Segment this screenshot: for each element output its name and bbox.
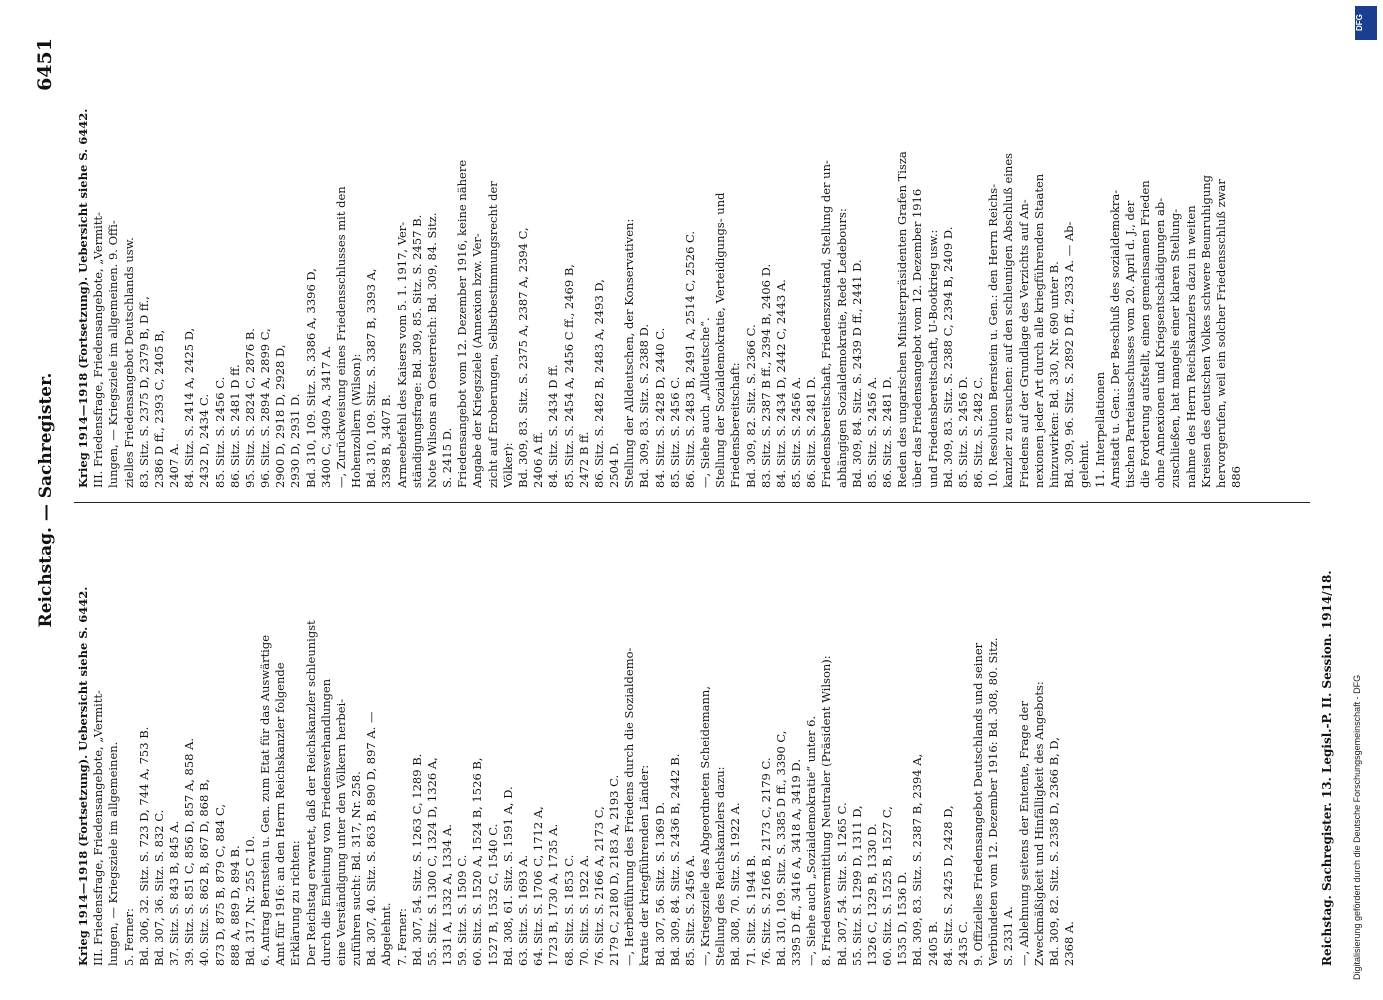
text-line: Bd. 309, 96. Sitz. S. 2892 D ff., 2933 A. — Ab- [1062,221,1077,488]
text-line: Bd. 310, 109. Sitz. S. 3387 B, 3393 A, [364,268,379,488]
text-line: 873 D, 875 B, 879 C, 884 C, [212,803,227,966]
text-line: kanzler zu ersuchen: auf den schleunigen Abschluß eines [1001,152,1016,488]
text-line: 1723 B, 1730 A, 1735 A. [546,823,561,966]
text-line: 86. Sitz. S. 2482 C. [971,376,986,488]
text-line: lungen, — Kriegsziele im allgemeinen. 9. Offi- [106,220,121,488]
text-line: 55. Sitz. S. 1300 C, 1324 D, 1326 A, [424,757,439,966]
text-line: 2405 B. [925,920,940,966]
text-line: 10. Resolution Bernstein u. Gen.: den Herrn Reichs- [986,183,1001,488]
text-line: 37. Sitz. S. 843 B, 845 A. [167,820,182,966]
text-line: 63. Sitz. S. 1693 A. [515,854,530,966]
text-line: Bd. 307, 54. Sitz. S. 1265 C. [834,802,849,966]
text-line: Bd. 307, 36. Sitz. S. 832 C. [151,809,166,966]
text-line: Bd. 309, 83. Sitz. S. 2387 B, 2394 A, [910,753,925,966]
text-line: hinzuwirken: Bd. 330, Nr. 690 unter B. [1047,261,1061,488]
text-line: 83. Sitz. S. 2387 B ff., 2394 B, 2406 D. [758,263,773,488]
text-line: —, Siehe auch „Sozialdemokratie“ unter 6. [804,715,819,966]
text-line: Krieg 1914—1918 (Fortsetzung). Uebersicht siehe S. 6442. [76,586,90,966]
text-line: Bd. 306, 32. Sitz. S. 723 D, 744 A, 753 B. [136,726,151,966]
text-line: 1326 C, 1329 B, 1330 D. [864,823,879,966]
text-line: die Forderung aufstellt, einen gemeinsamen Frieden [1138,180,1153,488]
text-line: Stellung des Reichskanzlers dazu: [713,766,728,966]
text-line: III. Friedensfrage, Friedensangebote, „Vermitt- [91,212,106,488]
text-line: 84. Sitz. S. 2434 D, 2442 C, 2443 A. [773,279,788,488]
text-line: Friedensbereitschaft: [728,362,743,488]
text-line: 84. Sitz. S. 2428 D, 2440 C. [652,327,667,488]
text-line: Kreisen des deutschen Volkes schwere Beunruhigung [1198,174,1213,488]
page-header [30,30,70,970]
text-line: Bd. 308, 70. Sitz. S. 1922 A. [728,802,743,966]
text-line: 86. Sitz. S. 2481 D ff. [227,364,242,488]
text-line: 85. Sitz. S. 2454 A, 2456 C ff., 2469 B, [561,264,576,488]
text-line: Stellung der Sozialdemokratie, Verteidigungs- und [713,192,728,488]
text-line: S. 2331 A. [1001,906,1016,966]
text-line: Friedensangebot vom 12. Dezember 1916, keine nähere [455,159,470,488]
text-line: Stellung der Alldeutschen, der Konservativen: [622,218,637,488]
text-line: durch die Einleitung von Friedensverhandlungen [318,678,333,966]
text-line: 2386 D ff., 2393 C, 2405 B, [151,329,166,488]
text-line: 1527 B, 1532 C, 1540 C. [485,823,500,966]
running-title: Reichstag. — Sachregister. [36,372,56,628]
text-line: 85. Sitz. S. 2456 C. [667,376,682,488]
text-line: 2472 B ff. [576,431,591,488]
text-line: hervorgerufen, weil ein solcher Friedensschluß zwar [1213,179,1228,488]
text-line: Zweckmäßigkeit und Hinfälligkeit des Angebots: [1031,681,1046,966]
text-line: 76. Sitz. S. 2166 B, 2173 C, 2179 C. [758,757,773,966]
text-line: abhängigen Sozialdemokratie, Rede Ledebours: [834,208,849,488]
dfg-logo: DFG [1355,6,1377,40]
text-line: über das Friedensangebot vom 12. Dezember 1916 [910,188,925,488]
text-line: 8. Friedensvermittlung Neutraler (Präsident Wilson): [819,655,834,966]
text-line: 2406 A ff. [531,431,546,488]
text-line: 71. Sitz. S. 1944 B. [743,854,758,966]
text-line: —, Herbeiführung des Friedens durch die Sozialdemo- [622,647,637,966]
text-line: und Friedensbereitschaft, U-Bootkrieg usw.: [925,229,940,488]
text-line: Bd. 308, 61. Sitz. S. 1591 A, D. [500,786,515,966]
text-line: 86. Sitz. S. 2481 D. [880,376,895,488]
text-line: —, Zurückweisung eines Friedensschlusses mit den [333,186,348,488]
text-line: 55. Sitz. S. 1299 D, 1311 D, [849,805,864,966]
text-line: 3398 B, 3407 B. [379,394,394,488]
text-line: Völker): [500,442,515,488]
text-line: Bd. 309, 82. Sitz. S. 2358 D, 2366 B, D, [1047,737,1061,966]
text-line: Angabe der Kriegsziele (Annexion bzw. Ver- [470,233,485,488]
text-line: —, Siehe auch „Alldeutsche“. [698,317,713,488]
text-line: 2435 C. [955,921,970,966]
text-line: Bd. 310, 109. Sitz. S. 3386 A, 3396 D, [303,268,318,488]
text-line: 70. Sitz. S. 1922 A. [576,854,591,966]
text-line: 11. Interpellationen [1092,371,1107,488]
text-line: Bd. 309, 83. Sitz. S. 2375 A, 2387 A, 2394 C, [515,227,530,488]
text-line: —, Ablehnung seitens der Entente, Frage der [1016,701,1031,966]
text-line: ständigungsfrage: Bd. 309, 85. Sitz. S. 2457 B. [409,214,424,488]
text-line: 3395 D ff., 3416 A, 3418 A, 3419 D. [789,759,804,966]
text-line: Bd. 307, 40. Sitz. S. 863 B, 890 D, 897 A. — [364,711,379,966]
text-line: 2407 A. [167,443,182,488]
text-line: Reden des ungarischen Ministerpräsidenten Grafen Tisza [895,151,910,488]
text-line: Note Wilsons an Oesterreich: Bd. 309, 84. Sitz. [424,212,439,488]
text-line: 888 A, 889 D, 894 B. [227,845,242,966]
text-line: Verbündeten vom 12. Dezember 1916: Bd. 308, 80. Sitz. [986,637,1001,966]
text-line: 85. Sitz. S. 2456 A. [682,854,697,966]
text-line: 2179 C, 2180 D, 2183 A, 2193 C. [607,774,622,966]
text-line: nexionen jeder Art durch alle kriegführenden Staaten [1031,173,1046,488]
text-line: gelehnt. [1077,440,1092,488]
text-line: Friedens auf der Grundlage des Verzichts auf An- [1016,199,1031,488]
text-line: kratie der kriegführenden Länder: [637,764,652,966]
text-line: 84. Sitz. S. 2434 D ff. [546,364,561,488]
text-line: Bd. 307, 56. Sitz. S. 1369 D. [652,801,667,966]
text-line: 60. Sitz. S. 1525 B, 1527 C, [880,806,895,966]
text-line: 7. Ferner: [394,908,409,966]
text-line: 2930 D, 2931 D. [288,393,303,488]
text-line: 2504 D. [607,442,622,488]
digitization-note: Digitalisierung gefördert durch die Deutsche Forschungsgemeinschaft - DFG [1352,674,1362,980]
text-line: 5. Ferner: [121,908,136,966]
left-column [76,516,1306,966]
text-line: 2432 D, 2434 C. [197,393,212,488]
text-line: 86. Sitz. S. 2481 D. [804,376,819,488]
text-line: Friedensbereitschaft, Friedenszustand, Stellung der un- [819,160,834,488]
page-footer: Reichstag. Sachregister. 13. Legisl.-P. II. Session. 1914/18. [1320,570,1334,966]
text-line: Bd. 309, 83. Sitz. S. 2388 C, 2394 B, 2409 D. [940,226,955,488]
text-line: eine Verständigung unter den Völkern herbei- [333,698,348,966]
right-column [76,38,1306,488]
text-line: 85. Sitz. S. 2456 A. [789,376,804,488]
text-line: S. 2415 D. [440,427,455,488]
text-line: Krieg 1914—1918 (Fortsetzung). Uebersicht siehe S. 6442. [76,108,90,488]
text-line: 59. Sitz. S. 1509 C. [455,854,470,966]
text-line: 95. Sitz. S. 2824 C, 2876 B. [242,328,257,488]
text-line: ohne Annexionen und Kriegsentschädigungen ab- [1153,197,1168,488]
text-line: lungen, — Kriegsziele im allgemeinen. [106,741,121,966]
text-line: 9. Offizielles Friedensangebot Deutschlands und seiner [971,642,986,966]
text-line: Arnstadt u. Gen.: Der Beschluß des sozialdemokra- [1107,189,1122,488]
text-line: 1331 A, 1332 A, 1334 A. [440,824,455,966]
text-line: 86. Sitz. S. 2482 B, 2483 A, 2493 D, [591,279,606,488]
text-line: zielles Friedensangebot Deutschlands usw. [121,237,136,488]
text-line: Bd. 309, 84. Sitz. S. 2439 D ff., 2441 D. [849,259,864,488]
text-line: Erklärung zu richten: [288,840,303,966]
text-line: 60. Sitz. S. 1520 A, 1524 B, 1526 B, [470,757,485,966]
text-line: Bd. 309, 84. Sitz. S. 2436 B, 2442 B. [667,753,682,966]
text-line: Abgelehnt. [379,902,394,966]
page-number: 6451 [34,38,56,91]
text-line: zuschließen, hat mangels einer klaren Stellung- [1168,208,1183,488]
text-line: 64. Sitz. S. 1706 C, 1712 A, [531,806,546,966]
text-line: 84. Sitz. S. 2414 A, 2425 D, [182,327,197,488]
text-line: 68. Sitz. S. 1853 C. [561,854,576,966]
text-line: Armeebefehl des Kaisers vom 5. 1. 1917, Ver- [394,221,409,488]
text-line: Amt für 1916: an den Herrn Reichskanzler folgende [273,662,288,966]
text-line: 83. Sitz. S. 2375 D, 2379 B, D ff., [136,296,151,488]
column-divider [74,502,1310,503]
text-line: 1535 D, 1536 D. [895,871,910,966]
text-line: Der Reichstag erwartet, daß der Reichskanzler schleunigst [303,620,318,966]
text-line: Bd. 309, 83. Sitz. S. 2388 D. [637,323,652,488]
rotated-page [30,30,1360,970]
text-line: 85. Sitz. S. 2456 D. [955,376,970,488]
text-line: 2900 D, 2918 D, 2928 D, [273,344,288,488]
text-line: 85. Sitz. S. 2456 A. [864,376,879,488]
text-line: III. Friedensfrage, Friedensangebote, „Vermitt- [91,690,106,966]
text-line: nahme des Herrn Reichskanzlers dazu in weiten [1183,205,1198,488]
text-line: 39. Sitz. S. 851 C, 856 D, 857 A, 858 A. [182,737,197,966]
text-line: 3400 C, 3409 A, 3417 A. [318,345,333,488]
text-line: Bd. 317, Nr. 255 C 10. [242,835,257,966]
text-line: 86. Sitz. S. 2483 B, 2491 A, 2514 C, 2526 C. [682,230,697,488]
text-line: 96. Sitz. S. 2894 A, 2899 C, [258,328,273,488]
text-line: Bd. 310, 109. Sitz. S. 3385 D ff., 3390 C, [773,730,788,966]
text-line: 6. Antrag Bernstein u. Gen. zum Etat für das Auswärtige [258,634,273,966]
text-line: Bd. 307, 54. Sitz. S. 1263 C, 1289 B. [409,753,424,966]
text-line: 2368 A. [1062,921,1077,966]
text-line: zuführen sucht: Bd. 317, Nr. 258. [349,771,364,966]
text-line: 40. Sitz. S. 862 B, 867 D, 868 B, [197,778,212,966]
text-line: 85. Sitz. S. 2456 C. [212,376,227,488]
text-line: —, Kriegsziele des Abgeordneten Scheidemann, [698,686,713,966]
text-line: tischen Parteiausschusses vom 20. April d. J., der [1122,200,1137,488]
text-line: zicht auf Eroberungen, Selbstbestimmungsrecht der [485,181,500,488]
text-line: 84. Sitz. S. 2425 D, 2428 D, [940,805,955,966]
text-line: 886 [1229,466,1244,488]
text-line: Hohenzollern (Wilson): [349,353,364,488]
text-line: 76. Sitz. S. 2166 A, 2173 C, [591,806,606,966]
text-line: Bd. 309, 82. Sitz. S. 2366 C. [743,324,758,488]
